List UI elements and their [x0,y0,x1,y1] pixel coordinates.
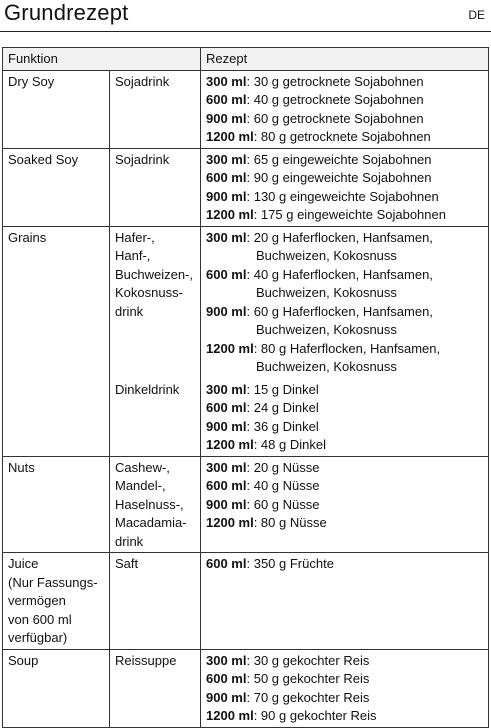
recipe-line [206,340,483,359]
amount: 900 ml [206,110,247,126]
drink-cell [110,148,201,226]
ingredients-continued: Buchweizen, Kokosnuss [256,285,397,300]
amount: 600 ml [206,92,247,107]
header-rezept: Rezept [201,48,489,71]
page-title: Grundrezept [4,0,129,25]
ingredients: : 20 g Nüsse [246,459,320,475]
recipe-line [206,418,483,437]
recipe-line [206,169,483,188]
recipe-line [206,381,483,400]
amount: 300 ml [206,652,247,668]
drink-name: Cashew-, Mandel-, Haselnuss-, Macadamia- drink [115,459,187,549]
amount: 300 ml [206,381,247,397]
table-row [3,456,489,553]
ingredients: : 30 g gekochter Reis [246,652,370,668]
recipe-line [206,266,483,285]
amount: 300 ml [206,229,247,245]
amount: 300 ml [206,73,247,89]
ingredients: : 20 g Haferflocken, Hanfsamen, [246,229,433,245]
recipe-line [206,652,483,671]
recipe-line [206,689,483,708]
recipe-line [206,206,483,225]
recipe-line [206,91,483,110]
amount: 900 ml [206,496,247,512]
recipe-line [206,436,483,455]
language-label: DE [468,8,485,22]
amount: 600 ml [206,266,247,282]
ingredients: : 60 g getrocknete Sojabohnen [246,110,424,126]
ingredients: : 60 g Nüsse [246,496,320,512]
ingredients-continued: Buchweizen, Kokosnuss [256,359,397,374]
ingredients: : 80 g Haferflocken, Hanfsamen, [253,340,441,356]
rezept-cell [201,226,489,456]
recipe-line [206,459,483,478]
funktion-cell: Nuts [3,456,110,553]
recipe-line [206,670,483,689]
ingredients: : 50 g gekochter Reis [246,671,370,686]
recipe-line [206,229,483,248]
amount: 900 ml [206,303,247,319]
amount: 1200 ml [206,437,254,452]
ingredients: : 60 g Haferflocken, Hanfsamen, [246,303,433,319]
drink-name: Reissuppe [115,652,177,668]
amount: 900 ml [206,188,247,204]
ingredients: : 40 g Nüsse [246,478,320,493]
recipe-line [206,188,483,207]
header-funktion: Funktion [3,48,201,71]
table-row [3,553,489,650]
table-row [3,70,489,148]
amount: 600 ml [206,671,247,686]
ingredients-continued: Buchweizen, Kokosnuss [256,322,397,337]
recipe-group [206,555,483,574]
rezept-cell [201,70,489,148]
recipe-line [206,128,483,147]
rezept-cell [201,553,489,650]
recipe-table [2,47,489,728]
amount: 600 ml [206,170,247,185]
amount: 300 ml [206,459,247,475]
recipe-group [206,381,483,455]
drink-cell [110,226,201,456]
ingredients-continued: Buchweizen, Kokosnuss [256,248,397,263]
ingredients: : 90 g eingeweichte Sojabohnen [246,170,432,185]
ingredients: : 15 g Dinkel [246,381,319,397]
funktion-cell: Juice (Nur Fassungs- vermögen von 600 ml verfügbar) [3,553,110,650]
amount: 300 ml [206,151,247,167]
title-rule [0,31,491,32]
recipe-line [206,707,483,726]
rezept-cell [201,649,489,727]
recipe-line [206,303,483,322]
ingredients: : 130 g eingeweichte Sojabohnen [246,188,439,204]
recipe-line [206,496,483,515]
ingredients: : 65 g eingeweichte Sojabohnen [246,151,432,167]
recipe-group [206,459,483,552]
drink-name: Hafer-, Hanf-, Buchweizen-, Kokosnuss- drink [115,229,194,319]
table-body [3,70,489,727]
ingredients: : 36 g Dinkel [246,418,319,434]
recipe-group [206,73,483,147]
amount: 1200 ml [206,515,254,530]
ingredients: : 40 g Haferflocken, Hanfsamen, [246,266,433,282]
ingredients: : 175 g eingeweichte Sojabohnen [253,207,446,222]
amount: 900 ml [206,689,247,705]
recipe-line [206,514,483,533]
amount: 600 ml [206,556,247,571]
amount: 1200 ml [206,340,254,356]
drink-name: Sojadrink [115,151,170,167]
recipe-line [206,399,483,418]
ingredients: : 350 g Früchte [246,556,334,571]
drink-cell [110,649,201,727]
ingredients: : 48 g Dinkel [253,437,326,452]
ingredients: : 70 g gekochter Reis [246,689,370,705]
drink-cell [110,456,201,553]
funktion-cell: Grains [3,226,110,456]
table-row [3,148,489,226]
drink-cell [110,70,201,148]
drink-cell [110,553,201,650]
ingredients: : 80 g getrocknete Sojabohnen [253,129,431,144]
recipe-line [206,73,483,92]
table-row [3,226,489,456]
amount: 600 ml [206,478,247,493]
table-header-row [3,48,489,71]
funktion-cell: Soaked Soy [3,148,110,226]
ingredients: : 30 g getrocknete Sojabohnen [246,73,424,89]
recipe-line [206,151,483,170]
drink-name: Sojadrink [115,73,170,89]
recipe-line [206,110,483,129]
table-row [3,649,489,727]
recipe-group [206,151,483,225]
amount: 1200 ml [206,207,254,222]
amount: 900 ml [206,418,247,434]
drink-name: Saft [115,556,139,571]
ingredients: : 24 g Dinkel [246,400,319,415]
funktion-cell: Soup [3,649,110,727]
amount: 600 ml [206,400,247,415]
funktion-cell: Dry Soy [3,70,110,148]
rezept-cell [201,456,489,553]
amount: 1200 ml [206,708,254,723]
rezept-cell [201,148,489,226]
recipe-group [206,652,483,726]
amount: 1200 ml [206,129,254,144]
ingredients: : 90 g gekochter Reis [253,708,377,723]
ingredients: : 40 g getrocknete Sojabohnen [246,92,424,107]
ingredients: : 80 g Nüsse [253,515,327,530]
recipe-group [206,229,483,377]
drink-name: Dinkeldrink [115,381,180,397]
recipe-line [206,477,483,496]
recipe-line [206,555,483,574]
